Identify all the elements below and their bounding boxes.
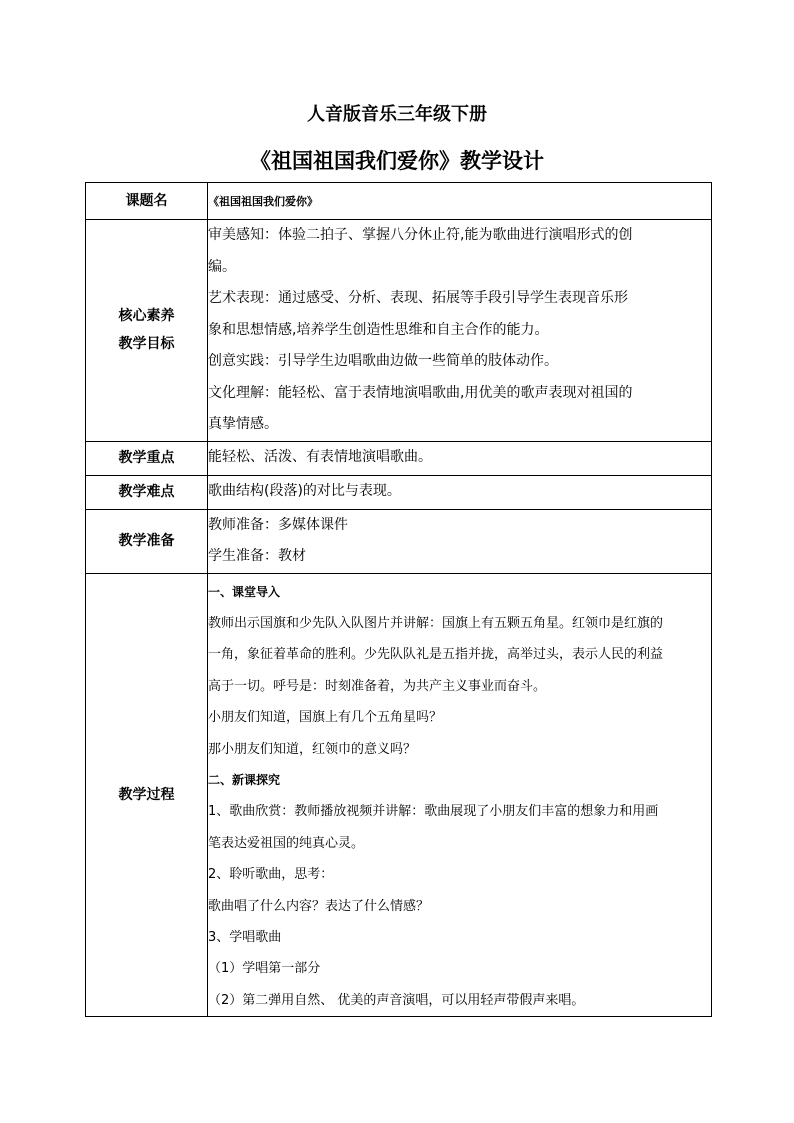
process-line: 小朋友们知道，国旗上有几个五角星吗？ (208, 710, 443, 726)
section-heading: 二、新课探究 (208, 772, 281, 787)
preparation-line: 学生准备：教材 (208, 548, 306, 564)
goal-line: 文化理解：能轻松、富于表情地演唱歌曲,用优美的歌声表现对祖国的 (208, 384, 633, 401)
label-goals: 核心素养 教学目标 (86, 220, 208, 442)
process-line: 2、聆听歌曲，思考： (208, 867, 334, 883)
goal-line: 艺术表现：通过感受、分析、表现、拓展等手段引导学生表现音乐形 (208, 290, 628, 306)
process-line: （2）第二弹用自然、 优美的声音演唱，可以用轻声带假声来唱。 (208, 992, 585, 1008)
goal-line: 真挚情感。 (208, 416, 278, 432)
label-lesson-title: 课题名 (86, 183, 208, 220)
preparation-line: 教师准备：多媒体课件 (208, 516, 348, 533)
process-line: 高于一切。呼号是：时刻准备着，为共产主义事业而奋斗。 (208, 678, 547, 694)
process-line: 一角，象征着革命的胜利。少先队队礼是五指并拢，高举过头，表示人民的利益 (208, 647, 664, 663)
process-line: 教师出示国旗和少先队入队图片并讲解：国旗上有五颗五角星。红领巾是红旗的 (208, 615, 664, 631)
label-key-points: 教学重点 (86, 441, 208, 475)
process-line: 歌曲唱了什么内容？表达了什么情感？ (208, 898, 430, 914)
process-line: 3、学唱歌曲 (208, 929, 282, 945)
table-row-goals (86, 220, 712, 442)
section-heading: 一、课堂导入 (208, 584, 281, 599)
table-row-difficulty (86, 475, 712, 509)
table-row-process (86, 573, 712, 1017)
label-difficulty: 教学难点 (86, 475, 208, 509)
lesson-plan-table (85, 182, 712, 1017)
process-line: （1）学唱第一部分 (208, 961, 321, 977)
process-line: 1、歌曲欣赏：教师播放视频并讲解：歌曲展现了小朋友们丰富的想象力和用画 (208, 804, 659, 820)
document-title: 人音版音乐三年级下册 (307, 104, 487, 125)
preparation-content (208, 509, 712, 573)
table-row-lesson-title (86, 183, 712, 220)
lesson-title-value: 《祖国祖国我们爱你》 (208, 183, 712, 220)
goal-line: 象和思想情感,培养学生创造性思维和自主合作的能力。 (208, 321, 549, 338)
table-row-preparation (86, 509, 712, 573)
table-row-key-points (86, 441, 712, 475)
document-subtitle: 《祖国祖国我们爱你》教学设计 (250, 149, 544, 173)
goal-line: 编。 (208, 258, 236, 275)
key-points-content: 能轻松、活泼、有表情地演唱歌曲。 (208, 441, 712, 475)
goal-line: 创意实践：引导学生边唱歌曲边做一些简单的肢体动作。 (208, 353, 558, 369)
process-line: 笔表达爱祖国的纯真心灵。 (208, 835, 365, 851)
goals-content (208, 220, 712, 442)
process-content (208, 573, 712, 1017)
label-process: 教学过程 (86, 573, 208, 1017)
difficulty-content: 歌曲结构(段落)的对比与表现。 (208, 475, 712, 509)
process-line: 那小朋友们知道，红领巾的意义吗？ (208, 741, 417, 757)
label-preparation: 教学准备 (86, 509, 208, 573)
goal-line: 审美感知：体验二拍子、掌握八分休止符,能为歌曲进行演唱形式的创 (208, 227, 633, 243)
